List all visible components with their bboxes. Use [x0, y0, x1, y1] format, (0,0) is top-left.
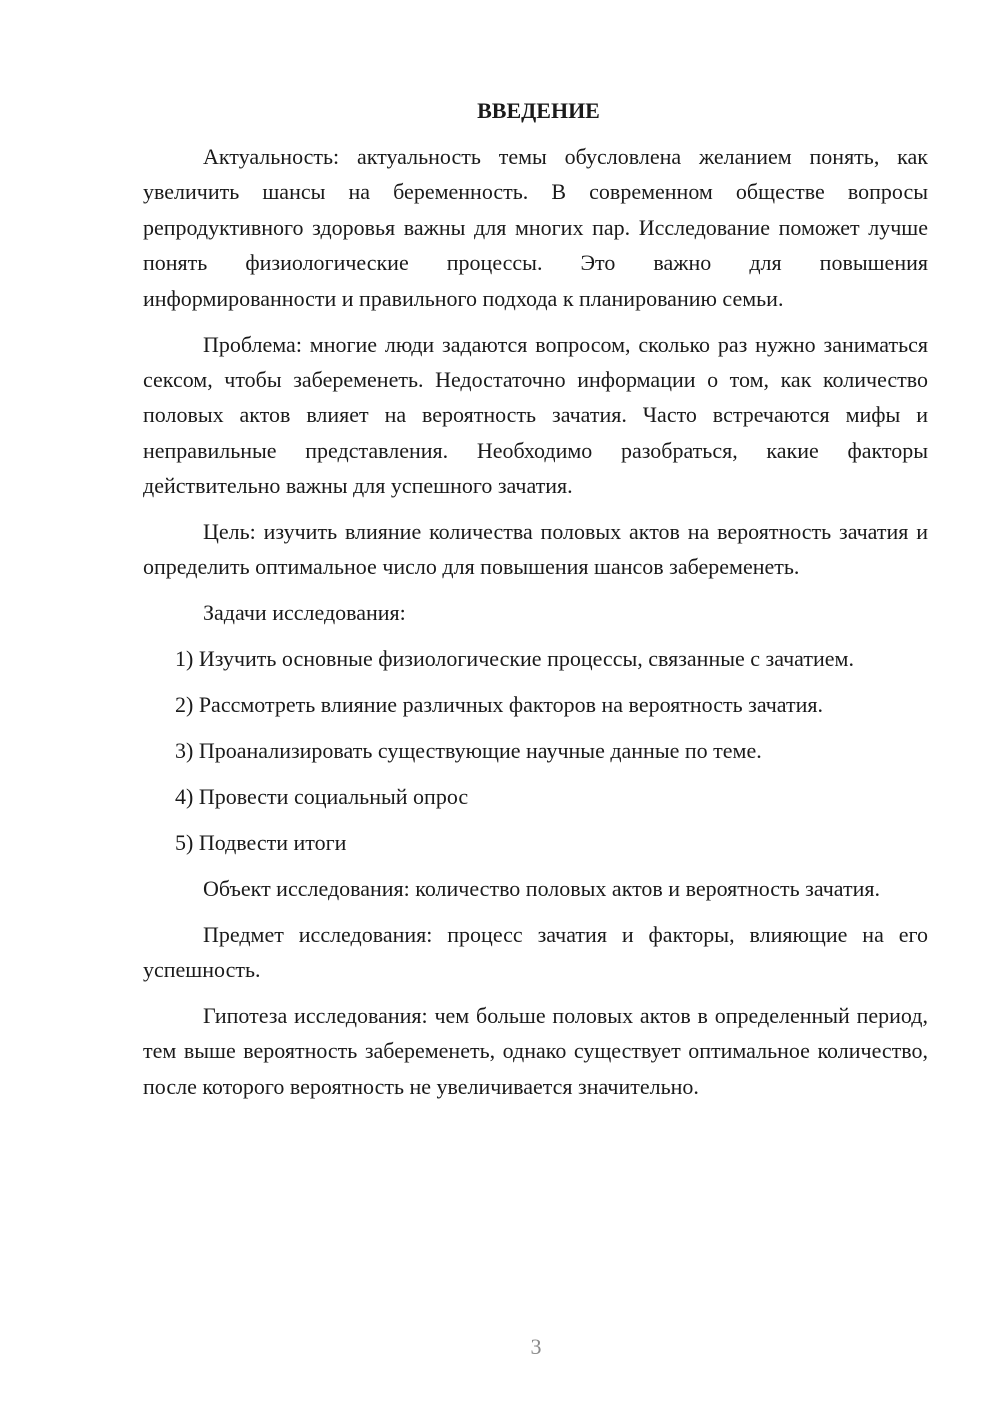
problem-paragraph: Проблема: многие люди задаются вопросом, сколько раз нужно заниматься сексом, чтобы забеременеть. Недостаточно информации о том, как количество половых актов влияет на вероятность зачатия. Часто встречаются мифы и неправильные представления. Необходимо разобраться, какие факторы действительно важны для успешного зачатия.	[143, 331, 928, 499]
page-number: 3	[530, 1334, 542, 1359]
relevance-paragraph: Актуальность: актуальность темы обусловлена желанием понять, как увеличить шансы на беременность. В современном обществе вопросы репродуктивного здоровья важны для многих пар. Исследование поможет лучше понять физиологические процессы. Это важно для повышения информированности и правильного подхода к планированию семьи.	[143, 144, 928, 311]
tasks-heading: Задачи исследования:	[203, 600, 406, 626]
task-item-4: 4) Провести социальный опрос	[175, 784, 469, 809]
page-content	[143, 95, 928, 1115]
task-item-2: 2) Рассмотреть влияние различных факторов на вероятность зачатия.	[175, 692, 823, 718]
goal-paragraph: Цель: изучить влияние количества половых актов на вероятность зачатия и определить оптимальное число для повышения шансов забеременеть.	[143, 519, 928, 580]
object-paragraph: Объект исследования: количество половых актов и вероятность зачатия.	[203, 875, 880, 901]
task-item-5: 5) Подвести итоги	[175, 829, 347, 855]
task-item-1: 1) Изучить основные физиологические процессы, связанные с зачатием.	[175, 646, 854, 672]
section-title: ВВЕДЕНИЕ	[477, 98, 600, 123]
subject-paragraph: Предмет исследования: процесс зачатия и факторы, влияющие на его успешность.	[143, 921, 928, 983]
hypothesis-paragraph: Гипотеза исследования: чем больше половых актов в определенный период, тем выше вероятность забеременеть, однако существует оптимальное количество, после которого вероятность не увеличивается значительно.	[143, 1003, 928, 1099]
task-item-3: 3) Проанализировать существующие научные данные по теме.	[175, 738, 762, 764]
